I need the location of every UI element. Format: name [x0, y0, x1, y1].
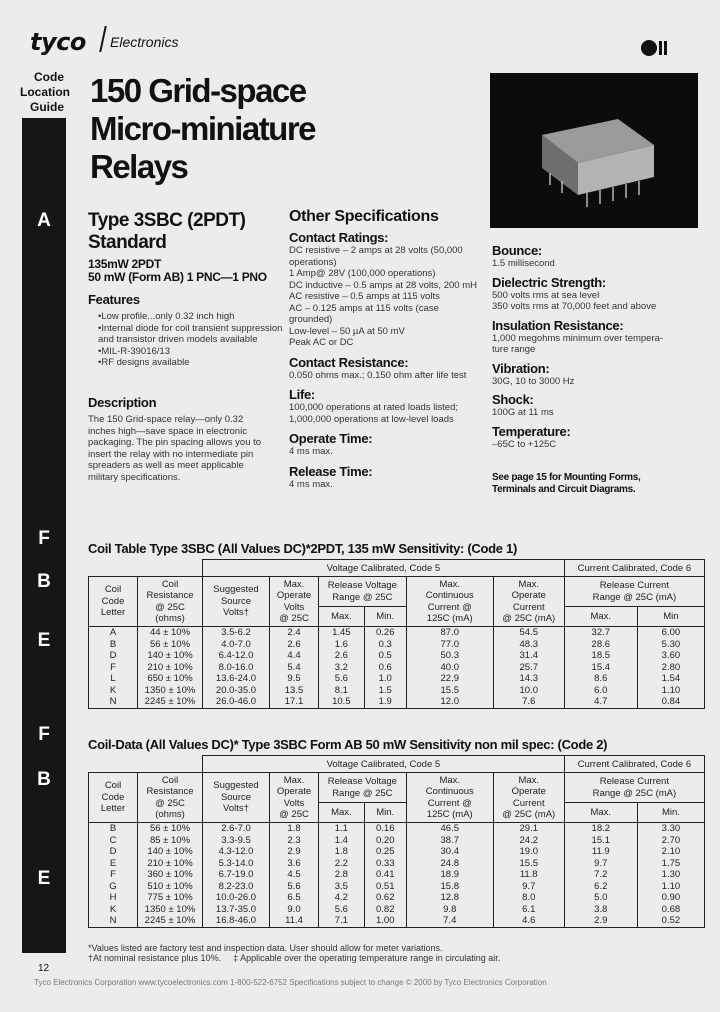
col-suggested-volts: 2.6-7.0 3.3-9.5 4.3-12.0 5.3-14.0 6.7-19.0 8.2-23.0 10.0-26.0 13.7-35.0 16.8-46.0 [203, 823, 270, 928]
sidebar-letter: E [37, 868, 51, 889]
group-header-current: Current Calibrated, Code 6 [564, 756, 704, 773]
col-release-c-max: 32.7 28.6 18.5 15.4 8.6 6.0 4.7 [564, 627, 637, 709]
column-header: Release Voltage Range @ 25C [319, 577, 407, 607]
other-specs-heading: Other Specifications [289, 208, 439, 225]
col-max-continuous: 46.5 38.7 30.4 24.8 18.9 15.8 12.8 9.8 7.4 [406, 823, 493, 928]
col-resistance: 56 ± 10% 85 ± 10% 140 ± 10% 210 ± 10% 360 ± 10% 510 ± 10% 775 ± 10% 1350 ± 10% 2245 ± 10% [138, 823, 203, 928]
col-max-operate-current: 54.5 48.3 31.4 25.7 14.3 10.0 7.6 [493, 627, 564, 709]
column-header: Max. Operate Current @ 25C (mA) [493, 773, 564, 823]
spec-title: Insulation Resistance: [492, 317, 624, 333]
column-header: Suggested Source Volts† [203, 577, 270, 627]
column-header: Coil Code Letter [89, 577, 138, 627]
brand-subtitle: Electronics [110, 34, 179, 50]
sidebar-letter: E [37, 630, 51, 651]
page-title: 150 Grid-space Micro-miniature Relays [90, 72, 316, 185]
spec-text: 1,000 megohms minimum over tempera- ture range [492, 332, 664, 355]
footnotes: *Values listed are factory test and inspection data. User should allow for meter variations. †At nominal resistance plus 10%. ‡ Applicable over the operating temperature range in circulating air. [88, 943, 501, 963]
sidebar-letter: F [38, 528, 50, 549]
column-header: Max. Operate Volts @ 25C [270, 577, 319, 627]
logo-divider [99, 26, 107, 52]
column-header: Min. [637, 803, 704, 823]
coil-table-135mw [88, 559, 705, 709]
spec-text: 100,000 operations at rated loads listed; 1,000,000 operations at low-level loads [289, 402, 459, 425]
spec-title: Temperature: [492, 423, 571, 439]
column-header: Max. [564, 803, 637, 823]
column-header: Max. [319, 607, 365, 627]
page-number: 12 [38, 963, 50, 974]
column-header: Coil Resistance @ 25C (ohms) [138, 773, 203, 823]
group-header-current: Current Calibrated, Code 6 [564, 560, 704, 577]
column-header: Max. Continuous Current @ 125C (mA) [406, 577, 493, 627]
spec-text: DC resistive – 2 amps at 28 volts (50,000 operations) 1 Amp@ 28V (100,000 operations) DC inductive – 0.5 amps at 28 volts, 200 mH AC resistive – 0.5 amps at 115 volts AC – 0.125 amps at 115 volts (case grounded) Low-level – 50 µA at 50 mV Peak AC or DC [289, 245, 477, 348]
column-header: Max. Operate Volts @ 25C [270, 773, 319, 823]
group-header-voltage: Voltage Calibrated, Code 5 [203, 560, 565, 577]
list-item: • RF designs available [98, 357, 283, 369]
spec-title: Life: [289, 387, 315, 402]
spec-title: Contact Resistance: [289, 354, 409, 370]
power-rating: 135mW 2PDT 50 mW (Form AB) 1 PNC—1 PNO [88, 257, 267, 284]
col-code: A B D F L K N [89, 627, 138, 709]
column-header: Coil Code Letter [89, 773, 138, 823]
code-location-guide: Code Location Guide [20, 70, 70, 114]
col-max-operate-volts: 2.4 2.6 4.4 5.4 9.5 13.5 17.1 [270, 627, 319, 709]
column-header: Max. Continuous Current @ 125C (mA) [406, 773, 493, 823]
col-release-v-min: 0.16 0.20 0.25 0.33 0.41 0.51 0.62 0.82 1.00 [364, 823, 406, 928]
spec-title: Bounce: [492, 243, 542, 258]
spec-text: 100G at 11 ms [492, 407, 554, 418]
col-release-v-max: 1.1 1.4 1.8 2.2 2.8 3.5 4.2 5.6 7.1 [319, 823, 365, 928]
see-page-note: See page 15 for Mounting Forms, Terminals and Circuit Diagrams. [492, 472, 641, 495]
sidebar-letter: B [37, 571, 51, 592]
sidebar-letter: B [37, 769, 51, 790]
list-item: • MIL-R-39016/13 [98, 346, 283, 358]
column-header: Release Voltage Range @ 25C [319, 773, 407, 803]
col-max-operate-volts: 1.8 2.3 2.9 3.6 4.5 5.6 6.5 9.0 11.4 [270, 823, 319, 928]
sidebar-letter: F [38, 724, 50, 745]
description-text: The 150 Grid-space relay—only 0.32 inches high—save space in electronic packaging. The pin spacing allows you to insert the relay with no intermediate pin spreaders as well as meet applicable military specifications. [88, 414, 262, 483]
spec-title: Operate Time: [289, 431, 373, 446]
column-header: Coil Resistance @ 25C (ohms) [138, 577, 203, 627]
column-header: Max. [319, 803, 365, 823]
brand-logo: tyco [30, 28, 86, 56]
col-release-c-min: 3.30 2.70 2.10 1.75 1.30 1.10 0.90 0.68 0.52 [637, 823, 704, 928]
type-title: Type 3SBC (2PDT) Standard [88, 210, 246, 253]
column-header: Suggested Source Volts† [203, 773, 270, 823]
col-release-v-max: 1.45 1.6 2.6 3.2 5.6 8.1 10.5 [319, 627, 365, 709]
spec-text: 1.5 millisecond [492, 258, 555, 269]
page-footer: Tyco Electronics Corporation www.tycoelectronics.com 1-800-522-6752 Specifications subject to change © 2000 by Tyco Electronics Corporation [34, 978, 547, 987]
spec-text: 4 ms max. [289, 446, 333, 457]
col-max-continuous: 87.0 77.0 50.3 40.0 22.9 15.5 12.0 [406, 627, 493, 709]
spec-title: Shock: [492, 392, 534, 407]
spec-text: 4 ms max. [289, 478, 333, 490]
column-header: Release Current Range @ 25C (mA) [564, 773, 704, 803]
column-header: Min [637, 607, 704, 627]
column-header: Min. [364, 607, 406, 627]
list-item: • Low profile...only 0.32 inch high [98, 311, 283, 323]
list-item: • Internal diode for coil transient suppression and transistor driven models available [98, 323, 283, 346]
col-release-v-min: 0.26 0.3 0.5 0.6 1.0 1.5 1.9 [364, 627, 406, 709]
group-header-voltage: Voltage Calibrated, Code 5 [203, 756, 565, 773]
certification-mark-icon [640, 38, 670, 63]
column-header: Max. [564, 607, 637, 627]
relay-photo [490, 73, 698, 228]
table2-title: Coil-Data (All Values DC)* Type 3SBC Form AB 50 mW Sensitivity non mil spec: (Code 2) [88, 737, 608, 752]
description-heading: Description [88, 395, 157, 410]
coil-table-50mw [88, 755, 705, 928]
spec-title: Dielectric Strength: [492, 274, 606, 290]
col-resistance: 44 ± 10% 56 ± 10% 140 ± 10% 210 ± 10% 650 ± 10% 1350 ± 10% 2245 ± 10% [138, 627, 203, 709]
sidebar-letter: A [37, 210, 51, 231]
spec-title: Vibration: [492, 360, 550, 376]
middle-spec-list [289, 230, 481, 490]
spec-title: Release Time: [289, 463, 373, 479]
spec-text: –65C to +125C [492, 438, 557, 450]
col-code: B C D E F G H K N [89, 823, 138, 928]
right-spec-list [492, 243, 702, 496]
features-heading: Features [88, 292, 140, 307]
column-header: Min. [364, 803, 406, 823]
col-suggested-volts: 3.5-6.2 4.0-7.0 6.4-12.0 8.0-16.0 13.6-24.0 20.0-35.0 26.0-46.0 [203, 627, 270, 709]
col-release-c-min: 6.00 5.30 3.60 2.80 1.54 1.10 0.84 [637, 627, 704, 709]
spec-title: Contact Ratings: [289, 230, 389, 245]
spec-text: 0.050 ohms max.; 0.150 ohm after life test [289, 369, 467, 381]
col-max-operate-current: 29.1 24.2 19.0 15.5 11.8 9.7 8.0 6.1 4.6 [493, 823, 564, 928]
table-body [89, 823, 705, 928]
column-header: Max. Operate Current @ 25C (mA) [493, 577, 564, 627]
table1-title: Coil Table Type 3SBC (All Values DC)*2PDT, 135 mW Sensitivity: (Code 1) [88, 541, 517, 556]
table-body [89, 627, 705, 709]
spec-text: 30G, 10 to 3000 Hz [492, 375, 575, 387]
column-header: Release Current Range @ 25C (mA) [564, 577, 704, 607]
features-list [88, 311, 283, 369]
spec-text: 500 volts rms at sea level 350 volts rms at 70,000 feet and above [492, 289, 657, 312]
col-release-c-max: 18.2 15.1 11.9 9.7 7.2 6.2 5.0 3.8 2.9 [564, 823, 637, 928]
